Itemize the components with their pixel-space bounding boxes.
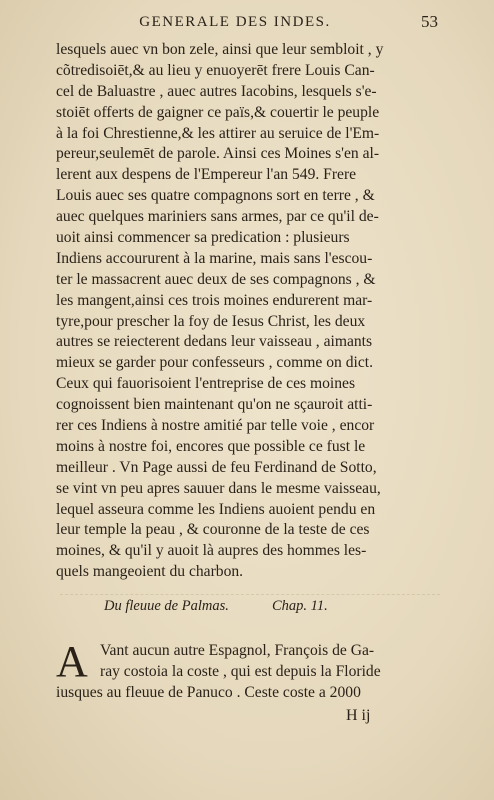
- text-line: lesquels auec vn bon zele, ainsi que leur sembloit , y: [56, 41, 384, 58]
- chapter-title: Du fleuue de Palmas.: [104, 598, 229, 614]
- section-divider: [60, 594, 440, 595]
- text-line: Indiens accoururent à la marine, mais sans l'escou-: [56, 249, 373, 267]
- text-line: iusques au fleuue de Panuco . Ceste coste a 2000: [56, 683, 361, 701]
- running-title: GENERALE DES INDES.: [139, 14, 331, 30]
- text-line: Louis auec ses quatre compagnons sort en terre , &: [56, 187, 375, 205]
- text-line: uoit ainsi commencer sa predication : plusieurs: [56, 229, 350, 247]
- text-line: pereur,seulemēt de parole. Ainsi ces Moines s'en al-: [56, 145, 380, 163]
- body-paragraph: [56, 40, 448, 583]
- text-line: rer ces Indiens à nostre amitié par telle voie , encor: [56, 417, 375, 435]
- page-number: 53: [421, 12, 438, 31]
- text-line: mieux se garder pour confesseurs , comme on dict.: [56, 354, 373, 372]
- text-line: quels mangeoient du charbon.: [56, 563, 244, 581]
- text-line: moins à nostre foi, encores que possible ce fust le: [56, 437, 366, 455]
- text-line: cognoissent bien maintenant qu'on ne sçauroit atti-: [56, 396, 373, 414]
- text-line: moines, & qu'il y auoit là aupres des hommes les-: [56, 542, 367, 560]
- text-line: autres se reiecterent dedans leur vaisseau , aimants: [56, 333, 373, 351]
- text-line: ter le massacrent auec deux de ses compagnons , &: [56, 270, 376, 288]
- text-line: les mangent,ainsi ces trois moines endurerent mar-: [56, 291, 373, 309]
- text-line: Vant aucun autre Espagnol, François de Ga-: [100, 642, 375, 659]
- text-line: meilleur . Vn Page aussi de feu Ferdinand de Sotto,: [56, 458, 377, 476]
- text-line: lerent aux despens de l'Empereur l'an 549. Frere: [56, 166, 357, 184]
- text-line: stoiēt offerts de gaigner ce païs,& couertir le peuple: [56, 103, 380, 121]
- text-line: ray costoia la coste , qui est depuis la Floride: [100, 662, 381, 680]
- text-line: tyre,pour prescher la foy de Iesus Christ, les deux: [56, 312, 366, 330]
- chapter-number: Chap. 11.: [272, 598, 328, 614]
- text-line: se vint vn peu apres sauuer dans le mesme vaisseau,: [56, 479, 381, 497]
- text-line: lequel asseura comme les Indiens auoient pendu en: [56, 500, 376, 518]
- text-line: à la foi Chrestienne,& les attirer au seruice de l'Em-: [56, 124, 380, 142]
- text-line: leur temple la peau , & couronne de la teste de ces: [56, 521, 370, 539]
- chapter-paragraph: [56, 637, 448, 703]
- text-line: Ceux qui fauorisoient l'entreprise de ces moines: [56, 375, 356, 393]
- drop-cap: A: [56, 637, 88, 686]
- text-line: auec quelques mariniers sans armes, par ce qu'il de-: [56, 208, 379, 226]
- signature-mark: H ij: [346, 707, 371, 724]
- text-line: cõtredisoiēt,& au lieu y enuoyerēt frere Louis Can-: [56, 61, 375, 79]
- text-line: cel de Baluastre , auec autres Iacobins, lesquels s'e-: [56, 82, 377, 100]
